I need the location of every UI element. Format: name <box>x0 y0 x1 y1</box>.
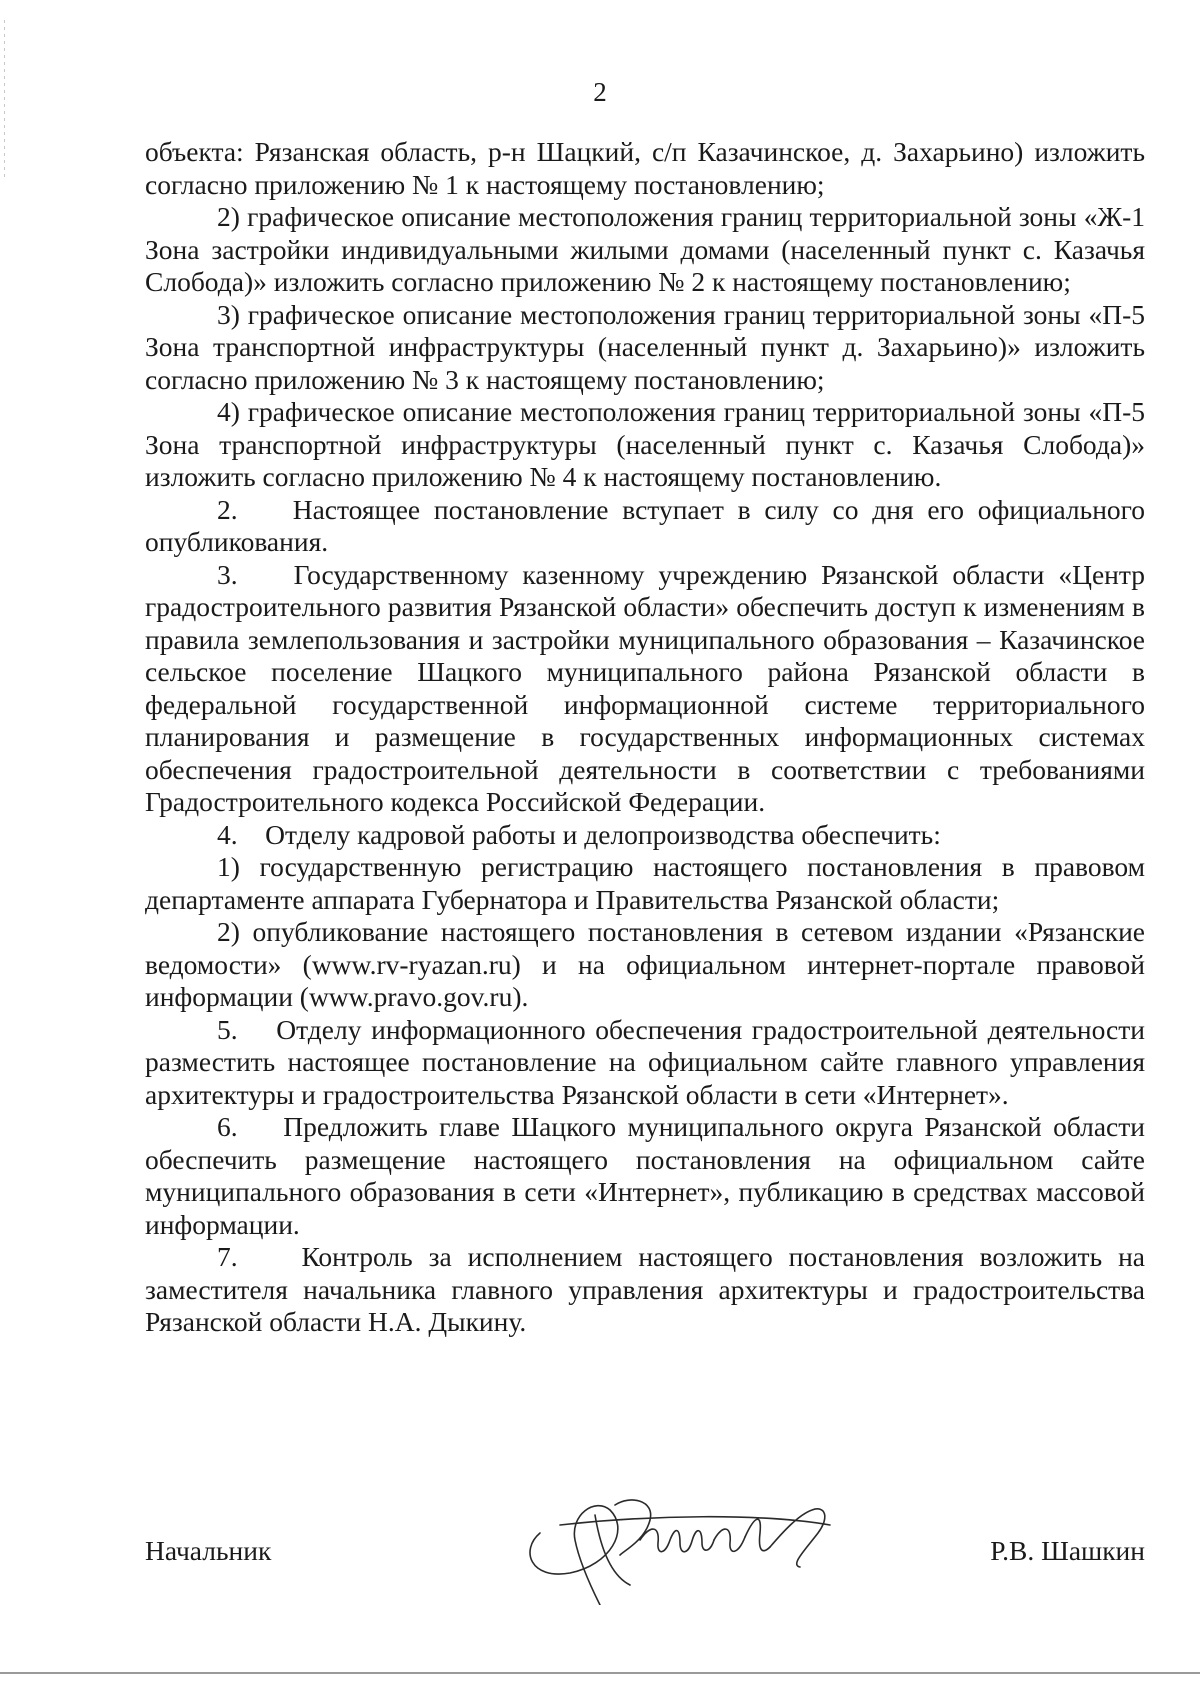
paragraph-clause-3: 3. Государственному казенному учреждению Рязанской области «Центр градостроительного развития Рязанской области» обеспечить доступ к изменениям в правила землепользования и застройки муниципального образования – Казачинское сельское поселение Шацкого муниципального района Рязанской области в федеральной государственной информационной системе территориального планирования и размещение в государственных информационных системах обеспечения градостроительной деятельности в соответствии с требованиями Градостроительного кодекса Российской Федерации. <box>145 558 1145 817</box>
paragraph-clause-5: 5. Отделу информационного обеспечения градостроительной деятельности разместить настоящее постановление на официальном сайте главного управления архитектуры и градостроительства Рязанской области в сети «Интернет». <box>145 1013 1145 1110</box>
page-bottom-edge <box>0 1672 1200 1674</box>
paragraph-item-3: 3) графическое описание местоположения границ территориальной зоны «П-5 Зона транспортной инфраструктуры (населенный пункт д. Захарьино)» изложить согласно приложению № 3 к настоящему постановлению; <box>145 298 1145 395</box>
paragraph-clause-4: 4. Отделу кадровой работы и делопроизводства обеспечить: <box>217 818 941 850</box>
signatory-title: Начальник <box>145 1535 272 1566</box>
paragraph-clause-2: 2. Настоящее постановление вступает в силу со дня его официального опубликования. <box>145 493 1145 557</box>
signatory-name: Р.В. Шашкин <box>990 1535 1145 1566</box>
paragraph-subitem-2: 2) опубликование настоящего постановления в сетевом издании «Рязанские ведомости» (www.rv-ryazan.ru) и на официальном интернет-портале правовой информации (www.pravo.gov.ru). <box>145 916 1145 1012</box>
paragraph-item-4: 4) графическое описание местоположения границ территориальной зоны «П-5 Зона транспортной инфраструктуры (населенный пункт с. Казачья Слобода)» изложить согласно приложению № 4 к настоящему постановлению. <box>145 396 1145 492</box>
handwritten-signature <box>500 1455 900 1605</box>
paragraph-item-2: 2) графическое описание местоположения границ территориальной зоны «Ж-1 Зона застройки индивидуальными жилыми домами (населенный пункт с. Казачья Слобода)» изложить согласно приложению № 2 к настоящему постановлению; <box>145 201 1145 297</box>
document-body <box>145 136 1145 1339</box>
paragraph-clause-7: 7. Контроль за исполнением настоящего постановления возложить на заместителя начальника главного управления архитектуры и градостроительства Рязанской области Н.А. Дыкину. <box>145 1241 1145 1337</box>
page-number: 2 <box>593 77 607 107</box>
paragraph-continuation: объекта: Рязанская область, р-н Шацкий, с/п Казачинское, д. Захарьино) изложить согласно приложению № 1 к настоящему постановлению; <box>145 136 1145 200</box>
paragraph-clause-6: 6. Предложить главе Шацкого муниципального округа Рязанской области обеспечить размещение настоящего постановления на официальном сайте муниципального образования в сети «Интернет», публикацию в средствах массовой информации. <box>145 1111 1145 1240</box>
paragraph-subitem-1: 1) государственную регистрацию настоящего постановления в правовом департаменте аппарата Губернатора и Правительства Рязанской области; <box>145 851 1145 915</box>
